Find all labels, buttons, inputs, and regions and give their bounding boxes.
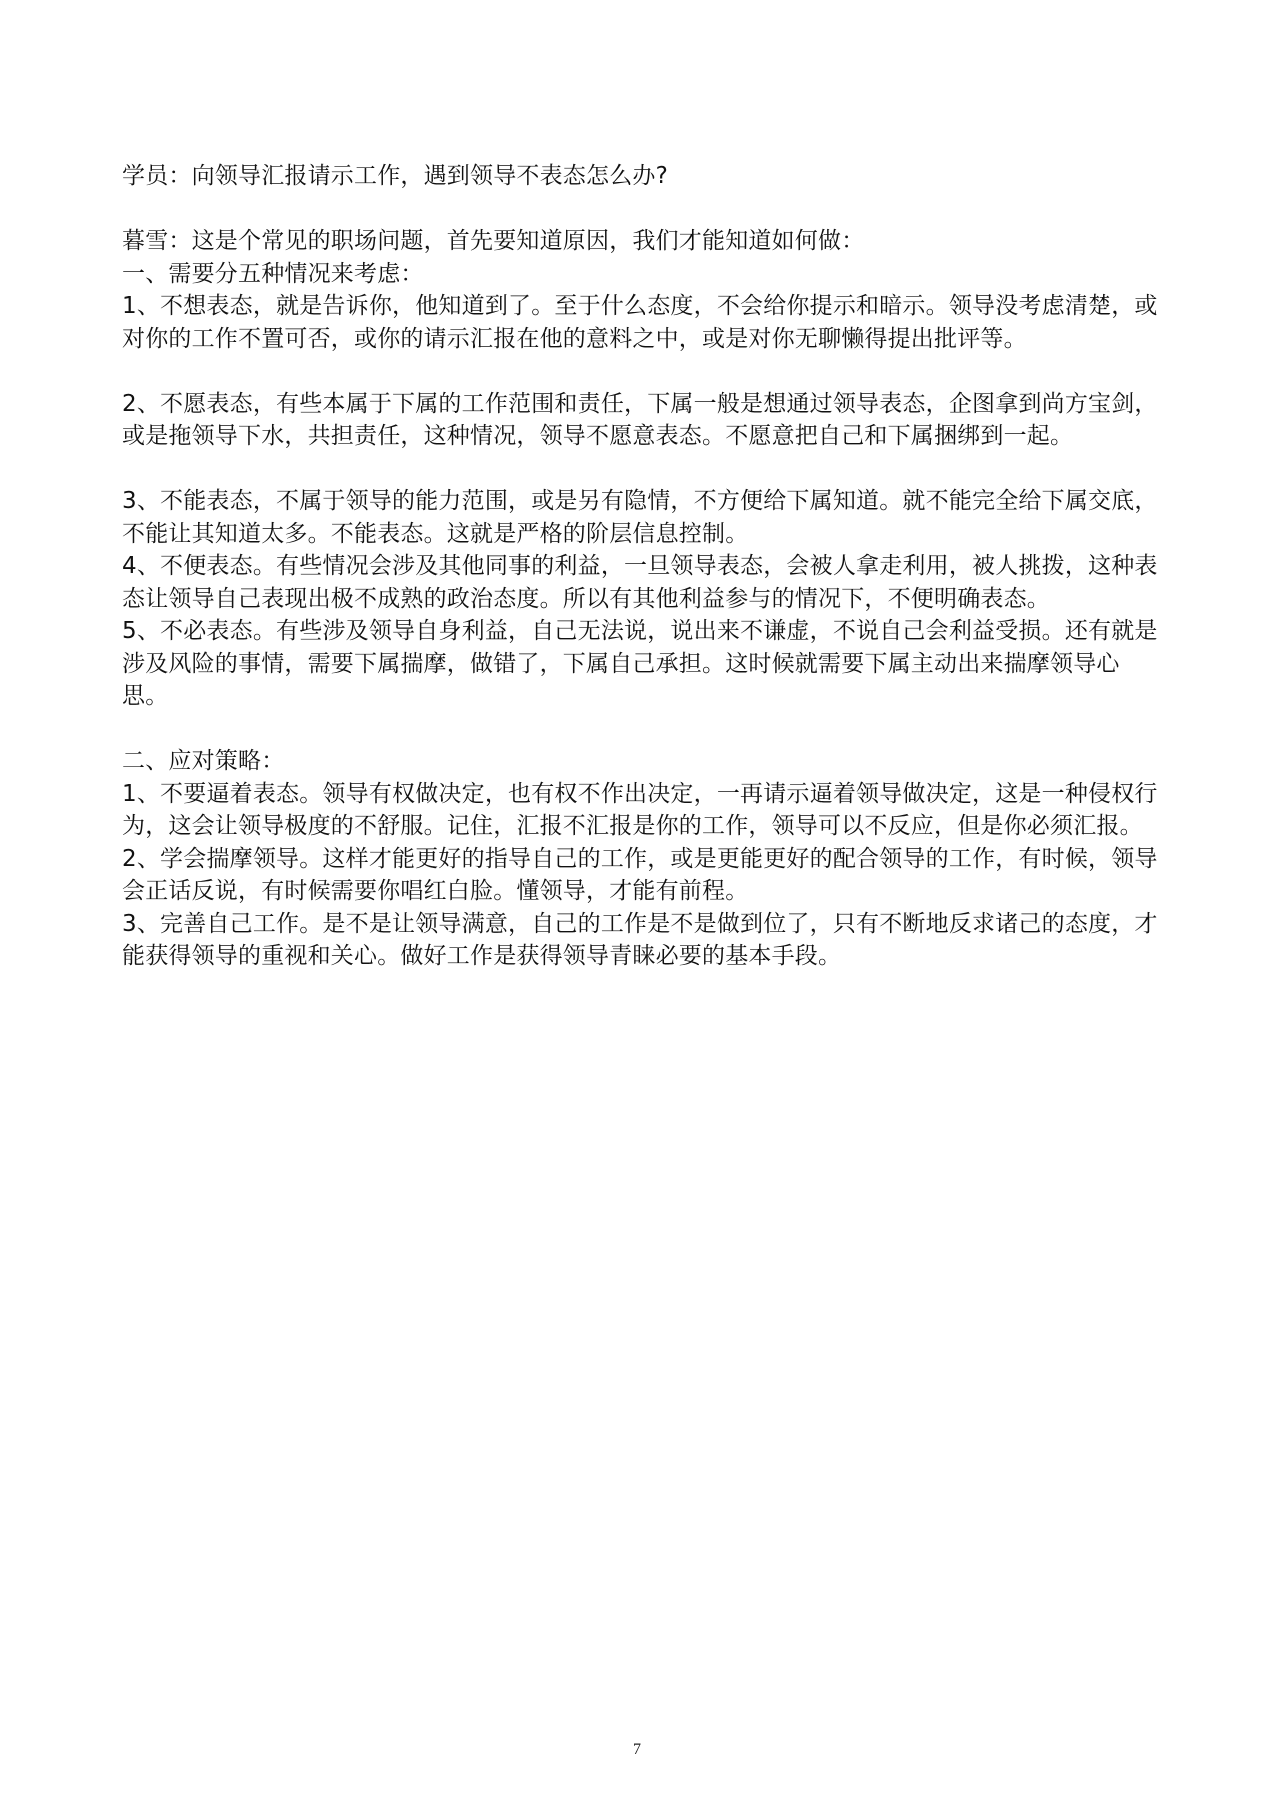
section1-item-5: 5、不必表态。有些涉及领导自身利益，自己无法说，说出来不谦虚，不说自己会利益受损。还有就是涉及风险的事情，需要下属揣摩，做错了，下属自己承担。这时候就需要下属主动出来揣摩领导心思。 <box>122 618 1158 709</box>
blank-line <box>122 713 1162 746</box>
section1-item-3: 3、不能表态，不属于领导的能力范围，或是另有隐情，不方便给下属知道。就不能完全给下属交底，不能让其知道太多。不能表态。这就是严格的阶层信息控制。 <box>122 488 1158 547</box>
blank-line <box>122 193 1162 226</box>
section2-item-3: 3、完善自己工作。是不是让领导满意，自己的工作是不是做到位了，只有不断地反求诸己的态度，才能获得领导的重视和关心。做好工作是获得领导青睐必要的基本手段。 <box>122 910 1158 969</box>
section-heading-1: 一、需要分五种情况来考虑： <box>122 260 424 287</box>
blank-line <box>122 355 1162 388</box>
blank-line <box>122 453 1162 486</box>
section1-item-1: 1、不想表态，就是告诉你，他知道到了。至于什么态度，不会给你提示和暗示。领导没考虑清楚，或对你的工作不置可否，或你的请示汇报在他的意料之中，或是对你无聊懒得提出批评等。 <box>122 293 1158 352</box>
section2-item-2: 2、学会揣摩领导。这样才能更好的指导自己的工作，或是更能更好的配合领导的工作，有时候，领导会正话反说，有时候需要你唱红白脸。懂领导，才能有前程。 <box>122 845 1158 904</box>
answer-intro: 暮雪：这是个常见的职场问题，首先要知道原因，我们才能知道如何做： <box>122 228 865 254</box>
question-line: 学员：向领导汇报请示工作，遇到领导不表态怎么办? <box>122 163 669 189</box>
section1-item-4: 4、不便表态。有些情况会涉及其他同事的利益，一旦领导表态，会被人拿走利用，被人挑拨，这种表态让领导自己表现出极不成熟的政治态度。所以有其他利益参与的情况下，不便明确表态。 <box>122 553 1158 612</box>
section1-item-2: 2、不愿表态，有些本属于下属的工作范围和责任，下属一般是想通过领导表态，企图拿到尚方宝剑，或是拖领导下水，共担责任，这种情况，领导不愿意表态。不愿意把自己和下属捆绑到一起。 <box>122 390 1158 449</box>
document-body <box>122 160 1162 973</box>
page-number: 7 <box>633 1741 641 1758</box>
section2-item-1: 1、不要逼着表态。领导有权做决定，也有权不作出决定，一再请示逼着领导做决定，这是一种侵权行为，这会让领导极度的不舒服。记住，汇报不汇报是你的工作，领导可以不反应，但是你必须汇报。 <box>122 780 1158 839</box>
section-heading-2: 二、应对策略： <box>122 748 285 774</box>
